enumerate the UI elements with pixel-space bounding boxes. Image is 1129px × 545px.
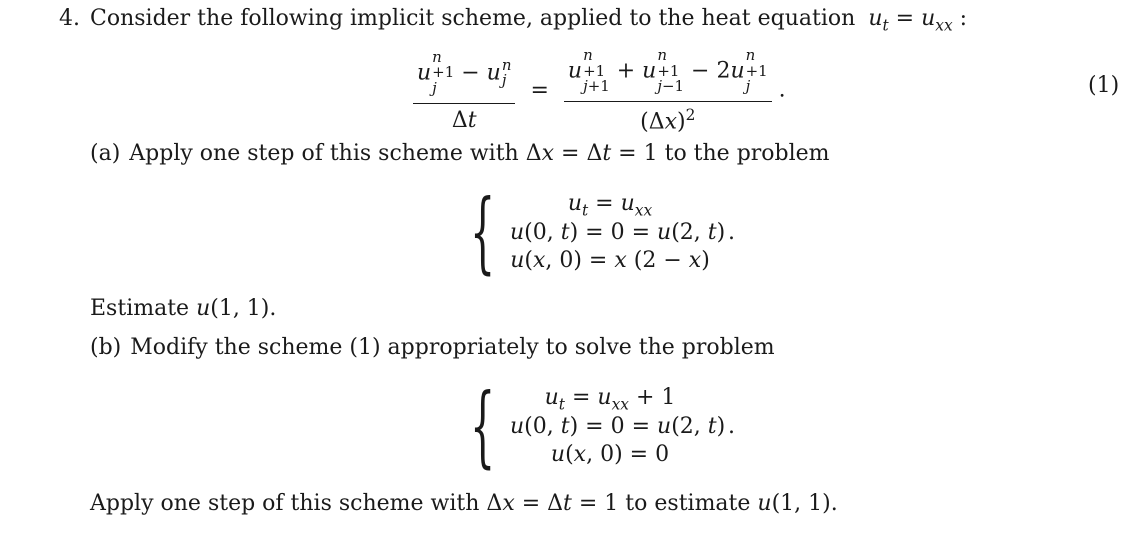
- system-b-period: .: [728, 414, 735, 439]
- system-b-line-1: $u_t = u_{xx} + 1$: [544, 385, 676, 414]
- lhs-fraction: u n +1 j − u n j Δt: [413, 50, 515, 132]
- left-brace: {: [470, 374, 496, 477]
- part-b-text: (b) Modify the scheme (1) appropriately to solve the problem: [90, 335, 775, 360]
- system-a-line-3: u(x, 0) = x (2 − x): [510, 248, 710, 273]
- system-a-line-2: u(0, t) = 0 = u(2, t): [510, 220, 726, 245]
- part-b-final: Apply one step of this scheme with Δx = Δt = 1 to estimate u(1, 1).: [90, 491, 838, 516]
- system-b-line-3: u(x, 0) = 0: [550, 442, 670, 467]
- problem-intro: Consider the following implicit scheme, applied to the heat equation $u_t = u_{xx}$ :: [90, 6, 968, 35]
- problem-number: 4.: [59, 6, 80, 31]
- part-a-estimate: Estimate u(1, 1).: [90, 296, 277, 321]
- part-a-text: (a) Apply one step of this scheme with Δx = Δt = 1 to the problem: [90, 141, 830, 166]
- part-a-body: Apply one step of this scheme with Δx = Δt = 1 to the problem: [129, 141, 830, 166]
- equation-label: (1): [1088, 73, 1120, 98]
- left-brace: {: [470, 180, 496, 283]
- part-b-system: [470, 374, 750, 477]
- part-a-system: [470, 180, 750, 283]
- system-b-line-2: u(0, t) = 0 = u(2, t): [510, 414, 726, 439]
- system-a-period: .: [728, 220, 735, 245]
- rhs-fraction: u n +1 j+1 + u n +1 j−1 − 2u n +1 j $(\Delta x)^2$: [564, 48, 772, 133]
- scheme-equation: u n +1 j − u n j Δt = u n +1 j+1 + u n +1 j−1 − 2u n +1 j $(\Delta x)^2$ .: [413, 48, 786, 133]
- heat-equation-inline: $u_t = u_{xx}$ :: [868, 6, 968, 35]
- system-a-line-1: $u_t = u_{xx}$: [567, 191, 653, 220]
